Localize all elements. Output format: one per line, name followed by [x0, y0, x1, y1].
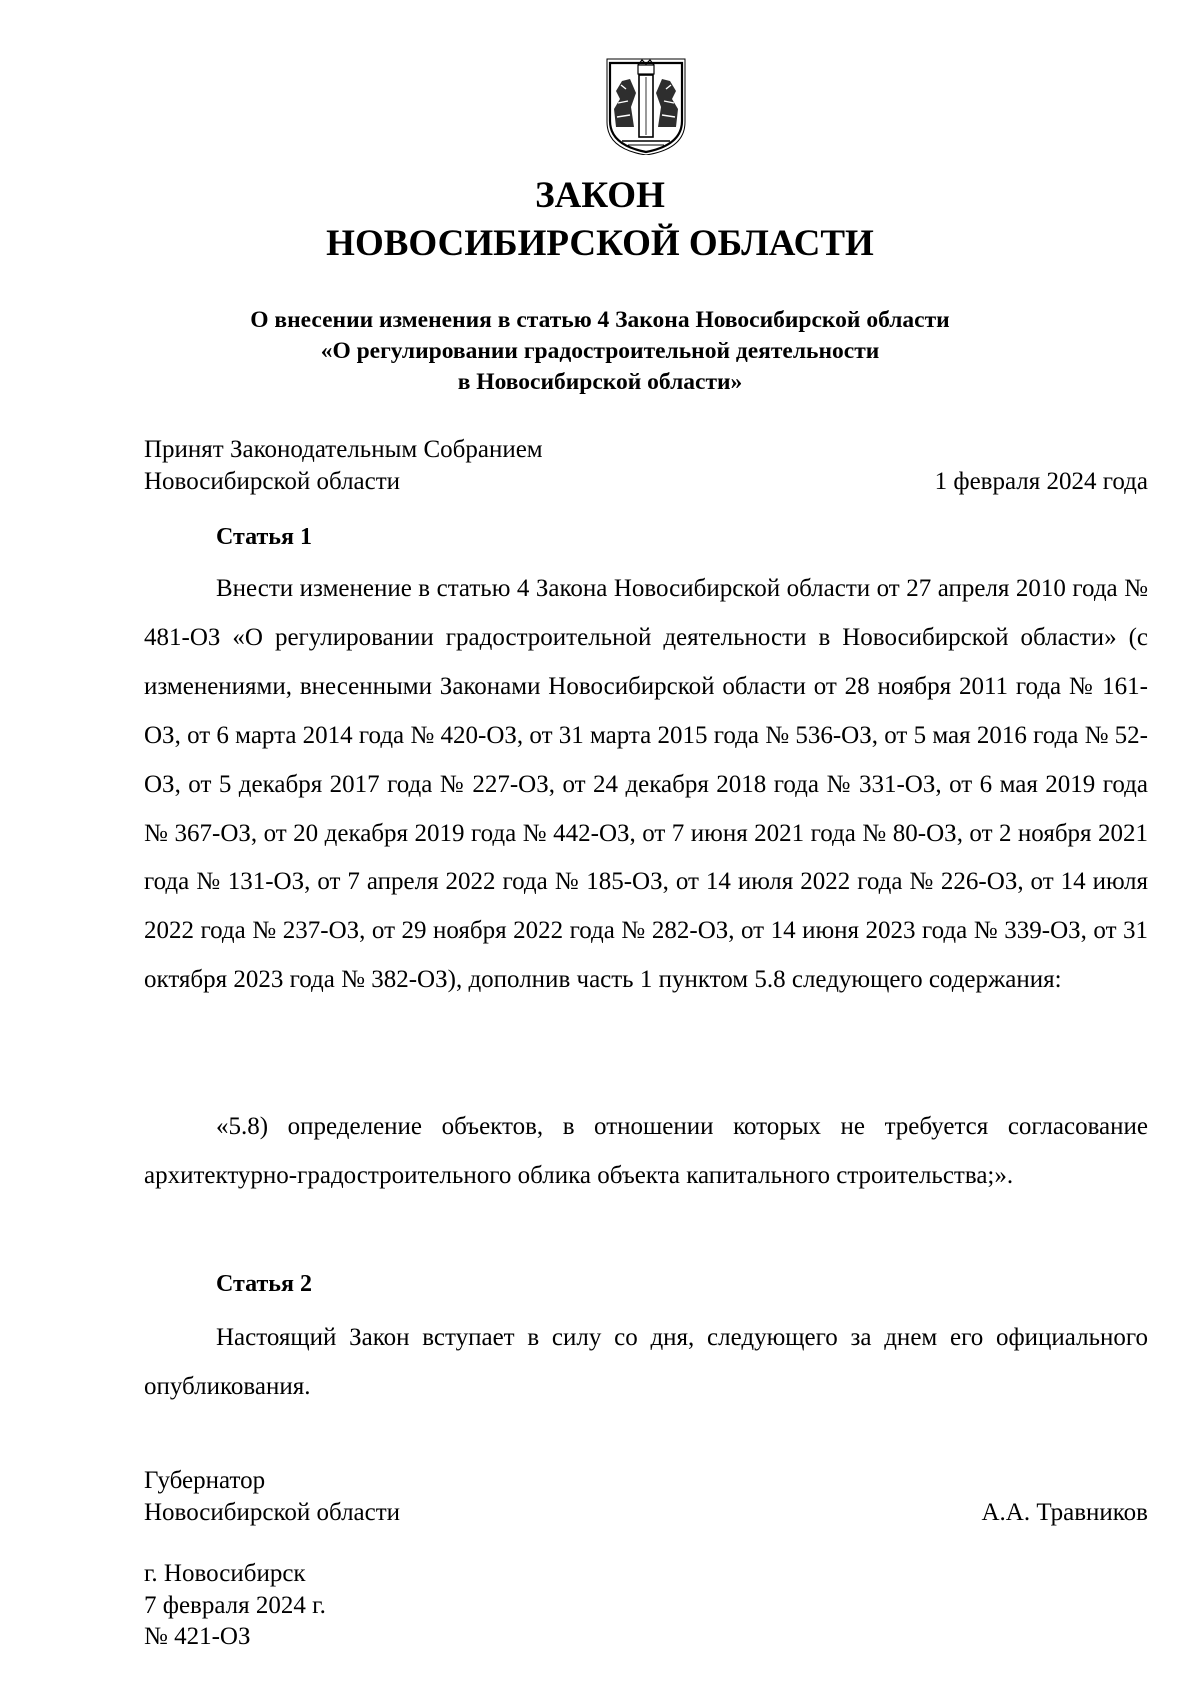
article-2-heading: Статья 2 [216, 1271, 312, 1297]
subtitle-line-1: О внесении изменения в статью 4 Закона Новосибирской области [250, 307, 950, 333]
accepted-date: 1 февраля 2024 года [934, 468, 1148, 495]
signatory-name: А.А. Травников [981, 1499, 1148, 1526]
law-number: № 421-ОЗ [144, 1623, 251, 1650]
subtitle-line-2: «О регулировании градостроительной деятельности [320, 338, 880, 364]
article-1-heading: Статья 1 [216, 524, 312, 550]
document-title: ЗАКОН [535, 175, 665, 216]
article-1-paragraph-2: «5.8) определение объектов, в отношении которых не требуется согласование архитектурно-градостроительного облика объекта капитального строительства;». [144, 1113, 1148, 1189]
accepted-by-line-1: Принят Законодательным Собранием [144, 436, 543, 463]
issue-place: г. Новосибирск [144, 1560, 306, 1587]
issue-date: 7 февраля 2024 г. [144, 1592, 326, 1619]
article-2-paragraph-1: Настоящий Закон вступает в силу со дня, следующего за днем его официального опубликования. [144, 1324, 1148, 1400]
signatory-title-line-1: Губернатор [144, 1467, 266, 1494]
accepted-by-line-2: Новосибирской области [144, 468, 401, 495]
document-region-title: НОВОСИБИРСКОЙ ОБЛАСТИ [326, 223, 874, 264]
subtitle-line-3: в Новосибирской области» [457, 369, 743, 395]
article-1-paragraph-1: Внести изменение в статью 4 Закона Новосибирской области от 27 апреля 2010 года № 481-ОЗ «О регулировании градостроительной деятельности в Новосибирской области» (с изменениями, внесенными Законами Новосибирской области от 28 ноября 2011 года № 161-ОЗ, от 6 марта 2014 года № 420-ОЗ, от 31 марта 2015 года № 536-ОЗ, от 5 мая 2016 года № 52-ОЗ, от 5 декабря 2017 года № 227-ОЗ, от 24 декабря 2018 года № 331-ОЗ, от 6 мая 2019 года № 367-ОЗ, от 20 декабря 2019 года № 442-ОЗ, от 7 июня 2021 года № 80-ОЗ, от 2 ноября 2021 года № 131-ОЗ, от 7 апреля 2022 года № 185-ОЗ, от 14 июля 2022 года № 226-ОЗ, от 14 июля 2022 года № 237-ОЗ, от 29 ноября 2022 года № 282-ОЗ, от 14 июня 2023 года № 339-ОЗ, от 31 октября 2023 года № 382-ОЗ), дополнив часть 1 пунктом 5.8 следующего содержания: [144, 575, 1148, 994]
signatory-title-line-2: Новосибирской области [144, 1499, 401, 1526]
coat-of-arms-icon [604, 55, 688, 155]
